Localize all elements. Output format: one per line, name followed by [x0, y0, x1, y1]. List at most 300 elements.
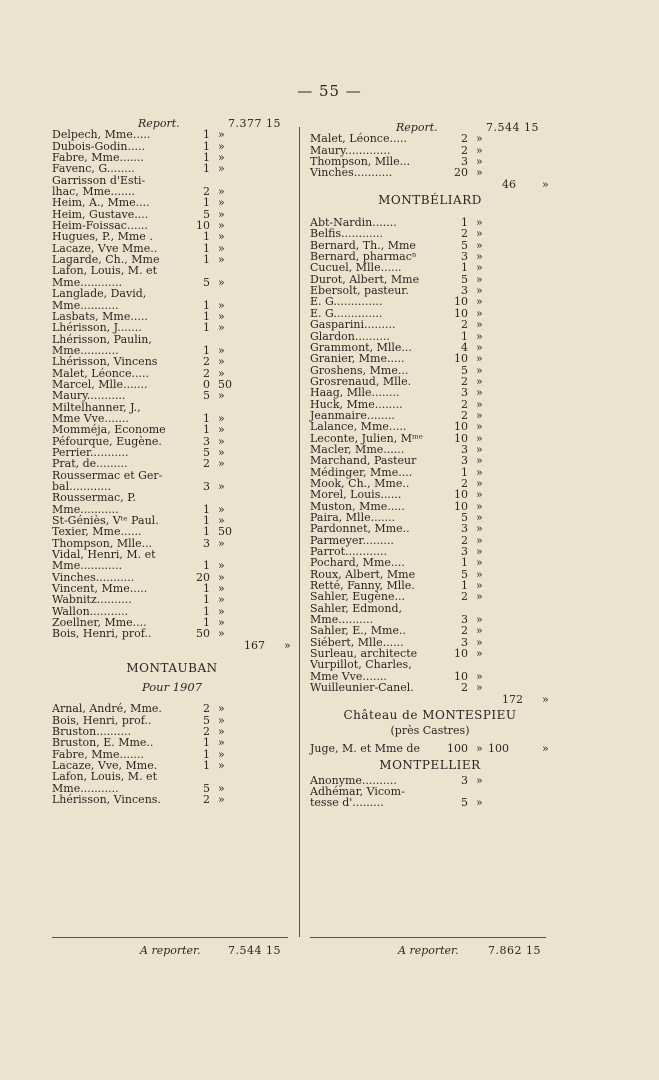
amount-cents: » — [476, 613, 483, 627]
subtotal-cents: » — [542, 177, 549, 191]
amount-francs: 3 — [461, 773, 468, 787]
amount-cents: » — [476, 796, 483, 810]
amount-francs: 4 — [461, 340, 468, 354]
donor-name: Fabre, Mme....... — [52, 747, 144, 761]
amount-cents: » — [476, 511, 483, 524]
donor-name: Mme............ — [52, 275, 123, 289]
donor-name: Huck, Mme........ — [310, 397, 403, 411]
amount-cents: » — [476, 363, 483, 377]
amount-francs: 5 — [461, 511, 468, 524]
amount-cents: » — [476, 306, 483, 320]
donor-name: Miltelhanner, J., — [52, 400, 141, 414]
donor-name: Lhérisson, Vincens. — [52, 792, 161, 806]
donor-name: Muston, Mme..... — [310, 499, 405, 513]
amount-cents: » — [476, 408, 483, 422]
amount-francs: 1 — [203, 423, 210, 437]
amount-francs: 3 — [461, 635, 468, 649]
amount-francs: 5 — [461, 567, 468, 581]
donor-entry — [310, 682, 550, 693]
amount-cents: » — [218, 604, 225, 618]
amount-francs: 3 — [461, 155, 468, 169]
amount-cents: » — [476, 155, 483, 169]
donor-name: Anonyme.......... — [310, 773, 397, 787]
donor-name: Mme........... — [52, 343, 119, 357]
amount-francs: 10 — [454, 420, 468, 434]
donor-name: Prat, de......... — [52, 457, 128, 471]
section-heading — [52, 658, 292, 678]
donor-name: Mook, Ch., Mme.. — [310, 476, 410, 490]
amount-cents: » — [476, 318, 483, 332]
donor-name: Péfourque, Eugène. — [52, 434, 162, 448]
donor-name: Lafon, Louis, M. et — [52, 770, 157, 784]
total-francs: 100 — [488, 742, 509, 756]
donor-entry — [310, 489, 550, 500]
amount-francs: 1 — [203, 604, 210, 618]
amount-cents: » — [476, 681, 483, 695]
footer-value: 7.544 15 — [228, 944, 281, 957]
donor-name: Marchand, Pasteur — [310, 454, 417, 468]
centered-text: (près Castres) — [390, 723, 470, 737]
donor-entry — [310, 319, 550, 330]
amount-francs: 1 — [203, 736, 210, 750]
donor-name: Thompson, Mlle... — [52, 536, 153, 550]
donor-name: Favenc, G........ — [52, 162, 135, 176]
report-label: Report. — [396, 121, 438, 134]
amount-cents: » — [218, 196, 225, 210]
amount-francs: 1 — [203, 514, 210, 528]
amount-francs: 1 — [461, 556, 468, 570]
amount-francs: 1 — [203, 411, 210, 425]
footer-label: A reporter. — [140, 944, 201, 957]
amount-cents: » — [476, 397, 483, 411]
donor-name: Heim-Foissac...... — [52, 219, 148, 233]
amount-francs: 1 — [203, 298, 210, 312]
amount-cents: » — [476, 742, 483, 756]
amount-francs: 10 — [454, 306, 468, 320]
donor-name: Leconte, Julien, Mᵐᵉ — [310, 431, 423, 445]
amount-francs: 1 — [203, 241, 210, 255]
amount-francs: 2 — [461, 624, 468, 638]
left-entries — [52, 129, 292, 805]
subtotal-value: 172 — [502, 692, 523, 706]
amount-francs: 1 — [203, 196, 210, 210]
amount-francs: 1 — [203, 582, 210, 596]
amount-cents: » — [476, 431, 483, 445]
donor-name: Arnal, André, Mme. — [52, 702, 162, 716]
footer-rule-left — [52, 937, 288, 938]
amount-cents: » — [476, 261, 483, 275]
donor-name: Lhérisson, Paulin, — [52, 332, 152, 346]
section-title: Château de MONTESPIEU — [343, 707, 517, 722]
amount-cents: » — [476, 272, 483, 286]
amount-cents: » — [476, 250, 483, 264]
amount-cents: » — [476, 329, 483, 343]
amount-cents: » — [476, 295, 483, 309]
donor-name: Lafon, Louis, M. et — [52, 264, 157, 278]
donor-name: Morel, Louis...... — [310, 488, 402, 502]
amount-francs: 1 — [203, 343, 210, 357]
donor-name: Lacaze, Vve, Mme. — [52, 758, 158, 772]
amount-francs: 5 — [461, 796, 468, 810]
amount-cents: » — [218, 151, 225, 165]
section-subtitle — [52, 678, 292, 696]
amount-cents: » — [476, 476, 483, 490]
total-cents: » — [542, 742, 549, 756]
donor-name: Lalance, Mme..... — [310, 420, 407, 434]
amount-francs: 2 — [203, 366, 210, 380]
amount-francs: 10 — [454, 499, 468, 513]
amount-cents: » — [218, 321, 225, 335]
amount-cents: » — [218, 758, 225, 772]
section-heading — [310, 755, 550, 775]
donor-name: Marcel, Mlle....... — [52, 377, 148, 391]
amount-cents: » — [218, 736, 225, 750]
amount-francs: 1 — [203, 747, 210, 761]
amount-cents: » — [218, 389, 225, 403]
amount-cents: » — [476, 669, 483, 683]
donor-name: Cucuel, Mlle...... — [310, 261, 402, 275]
section-title: MONTAUBAN — [126, 661, 218, 676]
amount-francs: 2 — [461, 408, 468, 422]
amount-cents: » — [218, 343, 225, 357]
amount-francs: 1 — [203, 321, 210, 335]
amount-francs: 5 — [203, 389, 210, 403]
left-column — [52, 118, 292, 805]
amount-cents: 50 — [218, 377, 232, 391]
donor-name: E. G.............. — [310, 306, 383, 320]
donor-entry — [52, 356, 292, 367]
donor-name: Malet, Léonce..... — [310, 132, 407, 146]
amount-cents: » — [218, 253, 225, 267]
amount-francs: 10 — [454, 669, 468, 683]
amount-cents: » — [218, 207, 225, 221]
donor-name: Belfis............ — [310, 227, 384, 241]
amount-francs: 20 — [196, 570, 210, 584]
donor-entry — [52, 424, 292, 435]
donor-name: Hugues, P., Mme . — [52, 230, 153, 244]
amount-cents: » — [476, 442, 483, 456]
subtotal-value: 46 — [502, 177, 516, 191]
amount-francs: 1 — [203, 559, 210, 573]
amount-francs: 3 — [203, 434, 210, 448]
amount-cents: » — [218, 298, 225, 312]
amount-francs: 2 — [461, 681, 468, 695]
donor-name: Bernard, Th., Mme — [310, 238, 416, 252]
donor-entry — [52, 390, 292, 401]
donor-name: Momméja, Econome — [52, 423, 166, 437]
donor-name: bal............ — [52, 480, 112, 493]
centered-line — [310, 725, 550, 736]
donor-name: Mme........... — [52, 781, 119, 795]
amount-francs: 5 — [461, 238, 468, 252]
amount-francs: 2 — [203, 355, 210, 369]
amount-francs: 50 — [196, 627, 210, 641]
donor-name: Paira, Mlle....... — [310, 511, 396, 524]
donor-name: St-Géniès, Vᵗᵉ Paul. — [52, 514, 159, 528]
amount-cents: » — [218, 275, 225, 289]
amount-francs: 3 — [461, 442, 468, 456]
donor-name: Pardonnet, Mme.. — [310, 522, 410, 536]
amount-cents: » — [218, 230, 225, 244]
amount-cents: » — [476, 386, 483, 400]
amount-cents: » — [476, 143, 483, 157]
donor-name: Lacaze, Vve Mme.. — [52, 241, 158, 255]
amount-francs: 2 — [461, 476, 468, 490]
donor-name: Bruston.......... — [52, 724, 132, 738]
donor-name: Glardon.......... — [310, 329, 390, 343]
amount-francs: 2 — [461, 132, 468, 146]
donor-name: Grammont, Mlle... — [310, 340, 412, 354]
amount-francs: 1 — [203, 309, 210, 323]
amount-francs: 10 — [196, 219, 210, 233]
amount-francs: 1 — [461, 579, 468, 593]
amount-cents: » — [476, 590, 483, 604]
donor-name: Vinches........... — [310, 166, 393, 180]
amount-francs: 1 — [203, 253, 210, 267]
donor-name: Thompson, Mlle... — [310, 155, 411, 169]
amount-francs: 10 — [454, 647, 468, 661]
amount-cents: » — [218, 536, 225, 550]
amount-francs: 3 — [461, 250, 468, 264]
amount-francs: 1 — [203, 128, 210, 142]
subtotal-line — [52, 640, 292, 651]
donor-name: Parrot............ — [310, 545, 387, 559]
donor-name: Mme............ — [52, 559, 123, 573]
amount-cents: » — [218, 219, 225, 233]
amount-cents: » — [218, 457, 225, 471]
donor-name: Delpech, Mme..... — [52, 128, 151, 142]
footer-label: A reporter. — [398, 944, 459, 957]
amount-cents: » — [218, 241, 225, 255]
amount-francs: 100 — [447, 742, 468, 756]
donor-name: Retté, Fanny, Mlle. — [310, 579, 415, 593]
amount-cents: » — [476, 132, 483, 146]
amount-cents: » — [218, 702, 225, 716]
amount-cents: » — [218, 309, 225, 323]
amount-cents: » — [218, 713, 225, 727]
donor-name: Vidal, Henri, M. et — [52, 548, 156, 562]
amount-cents: 50 — [218, 525, 232, 539]
donor-entry — [52, 458, 292, 469]
amount-francs: 2 — [203, 792, 210, 806]
donor-name: Siébert, Mlle...... — [310, 635, 404, 649]
amount-cents: » — [476, 488, 483, 502]
amount-cents: » — [218, 559, 225, 573]
donor-name: Sahler, E., Mme.. — [310, 624, 406, 638]
donor-name: Langlade, David, — [52, 287, 147, 301]
amount-francs: 2 — [461, 533, 468, 547]
amount-francs: 5 — [461, 363, 468, 377]
report-label: Report. — [138, 117, 180, 130]
subtitle-text: Pour 1907 — [141, 680, 203, 695]
amount-francs: 1 — [203, 162, 210, 176]
donor-entry — [310, 421, 550, 432]
donor-name: Parmeyer......... — [310, 533, 394, 547]
amount-francs: 5 — [203, 275, 210, 289]
donor-entry — [310, 455, 550, 466]
donor-name: Vurpillot, Charles, — [310, 658, 412, 672]
amount-cents: » — [476, 773, 483, 787]
amount-francs: 3 — [203, 536, 210, 550]
amount-francs: 2 — [203, 702, 210, 716]
donor-name: Bernard, pharmacⁿ — [310, 250, 417, 264]
donor-name: Lasbats, Mme..... — [52, 309, 148, 323]
amount-francs: 3 — [461, 613, 468, 627]
report-value: 7.377 15 — [228, 117, 281, 130]
donor-name: Heim, Gustave.... — [52, 207, 149, 221]
amount-francs: 2 — [461, 227, 468, 241]
donor-entry — [52, 794, 292, 805]
donor-entry — [310, 797, 550, 808]
donor-name: Perrier........... — [52, 445, 129, 459]
amount-cents: » — [218, 724, 225, 738]
donor-entry — [52, 129, 292, 140]
amount-cents: » — [218, 185, 225, 199]
amount-francs: 2 — [461, 318, 468, 332]
donor-name: Juge, M. et Mme de — [310, 742, 420, 756]
donor-entry — [52, 703, 292, 714]
donor-name: Roussermac et Ger- — [52, 468, 163, 482]
donor-entry — [52, 322, 292, 333]
amount-francs: 1 — [203, 502, 210, 516]
right-entries — [310, 133, 550, 808]
donor-name: Maury........... — [52, 389, 126, 403]
donor-name: Malet, Léonce..... — [52, 366, 149, 380]
amount-francs: 10 — [454, 295, 468, 309]
amount-francs: 5 — [203, 207, 210, 221]
amount-cents: » — [218, 792, 225, 806]
amount-cents: » — [218, 162, 225, 176]
section-heading — [310, 190, 550, 210]
donor-name: Fabre, Mme....... — [52, 151, 144, 165]
amount-francs: 2 — [203, 724, 210, 738]
amount-cents: » — [218, 445, 225, 459]
amount-francs: 1 — [203, 151, 210, 165]
amount-francs: 5 — [203, 445, 210, 459]
footer-rule-right — [310, 937, 546, 938]
donor-name: Médinger, Mme.... — [310, 465, 413, 479]
amount-cents: » — [476, 545, 483, 559]
donor-name: Heim, A., Mme.... — [52, 196, 150, 210]
amount-cents: » — [476, 454, 483, 468]
amount-cents: » — [218, 502, 225, 516]
donor-name: Texier, Mme...... — [52, 525, 142, 539]
donor-name: Bruston, E. Mme.. — [52, 736, 154, 750]
amount-cents: » — [218, 423, 225, 437]
amount-cents: » — [218, 582, 225, 596]
amount-francs: 10 — [454, 488, 468, 502]
donor-name: Lhérisson, Vincens — [52, 355, 158, 369]
amount-francs: 10 — [454, 352, 468, 366]
donor-name: Grosrenaud, Mlle. — [310, 374, 412, 388]
donor-name: Jeanmaire........ — [310, 408, 395, 422]
donor-name: Abt-Nardin....... — [310, 216, 397, 230]
amount-cents: » — [218, 747, 225, 761]
section-title: MONTPELLIER — [379, 757, 481, 772]
amount-cents: » — [218, 128, 225, 142]
donor-name: Lagarde, Ch., Mme — [52, 253, 160, 267]
amount-cents: » — [476, 624, 483, 638]
amount-cents: » — [218, 355, 225, 369]
amount-cents: » — [218, 593, 225, 607]
amount-cents: » — [218, 616, 225, 630]
donor-name: Roux, Albert, Mme — [310, 567, 416, 581]
subtotal-cents: » — [542, 692, 549, 706]
amount-cents: » — [476, 374, 483, 388]
donor-name-line — [52, 492, 292, 503]
subtotal-value: 167 — [244, 638, 265, 652]
amount-francs: 1 — [203, 525, 210, 539]
amount-francs: 3 — [461, 454, 468, 468]
amount-francs: 2 — [461, 397, 468, 411]
page-number: — 55 — — [297, 82, 362, 100]
donor-name: Wallon........... — [52, 604, 129, 618]
amount-francs: 0 — [203, 377, 210, 391]
amount-cents: » — [476, 499, 483, 513]
amount-francs: 10 — [454, 431, 468, 445]
donor-entry — [310, 523, 550, 534]
donor-name-line — [52, 288, 292, 299]
amount-francs: 2 — [461, 374, 468, 388]
amount-cents: » — [218, 627, 225, 641]
donor-name: Ebersolt, pasteur. — [310, 284, 409, 298]
amount-francs: 1 — [461, 465, 468, 479]
amount-francs: 1 — [203, 139, 210, 153]
amount-cents: » — [476, 227, 483, 241]
donor-entry — [310, 743, 550, 754]
donor-name: Granier, Mme..... — [310, 352, 405, 366]
amount-francs: 3 — [461, 522, 468, 536]
amount-francs: 20 — [454, 166, 468, 180]
amount-francs: 1 — [461, 329, 468, 343]
donor-name-line — [52, 771, 292, 782]
spacer — [52, 651, 292, 658]
amount-cents: » — [476, 567, 483, 581]
amount-cents: » — [476, 465, 483, 479]
donor-name: Groshens, Mme... — [310, 363, 409, 377]
amount-francs: 3 — [461, 386, 468, 400]
donor-name: Pochard, Mme.... — [310, 556, 405, 570]
donor-name: Dubois-Godin..... — [52, 139, 145, 153]
amount-cents: » — [476, 166, 483, 180]
column-divider — [299, 127, 300, 937]
amount-cents: » — [476, 522, 483, 536]
amount-cents: » — [476, 556, 483, 570]
footer-value: 7.862 15 — [488, 944, 541, 957]
amount-francs: 1 — [203, 616, 210, 630]
amount-cents: » — [476, 533, 483, 547]
donor-name: Macler, Mme...... — [310, 442, 405, 456]
amount-francs: 2 — [461, 143, 468, 157]
donor-name: Sahler, Eugène... — [310, 590, 405, 604]
amount-francs: 3 — [203, 480, 210, 493]
amount-francs: 5 — [203, 781, 210, 795]
amount-cents: » — [476, 635, 483, 649]
amount-cents: » — [476, 420, 483, 434]
donor-entry — [310, 133, 550, 144]
amount-francs: 1 — [203, 758, 210, 772]
donor-name: Adhémar, Vicom- — [310, 784, 405, 798]
amount-francs: 2 — [203, 185, 210, 199]
donor-name: Surleau, architecte — [310, 647, 418, 661]
amount-cents: » — [476, 216, 483, 230]
amount-francs: 3 — [461, 284, 468, 298]
amount-francs: 2 — [461, 590, 468, 604]
amount-francs: 5 — [461, 272, 468, 286]
subtotal-cents: » — [284, 638, 291, 652]
donor-name: Mme Vve....... — [310, 669, 387, 683]
amount-francs: 1 — [203, 593, 210, 607]
